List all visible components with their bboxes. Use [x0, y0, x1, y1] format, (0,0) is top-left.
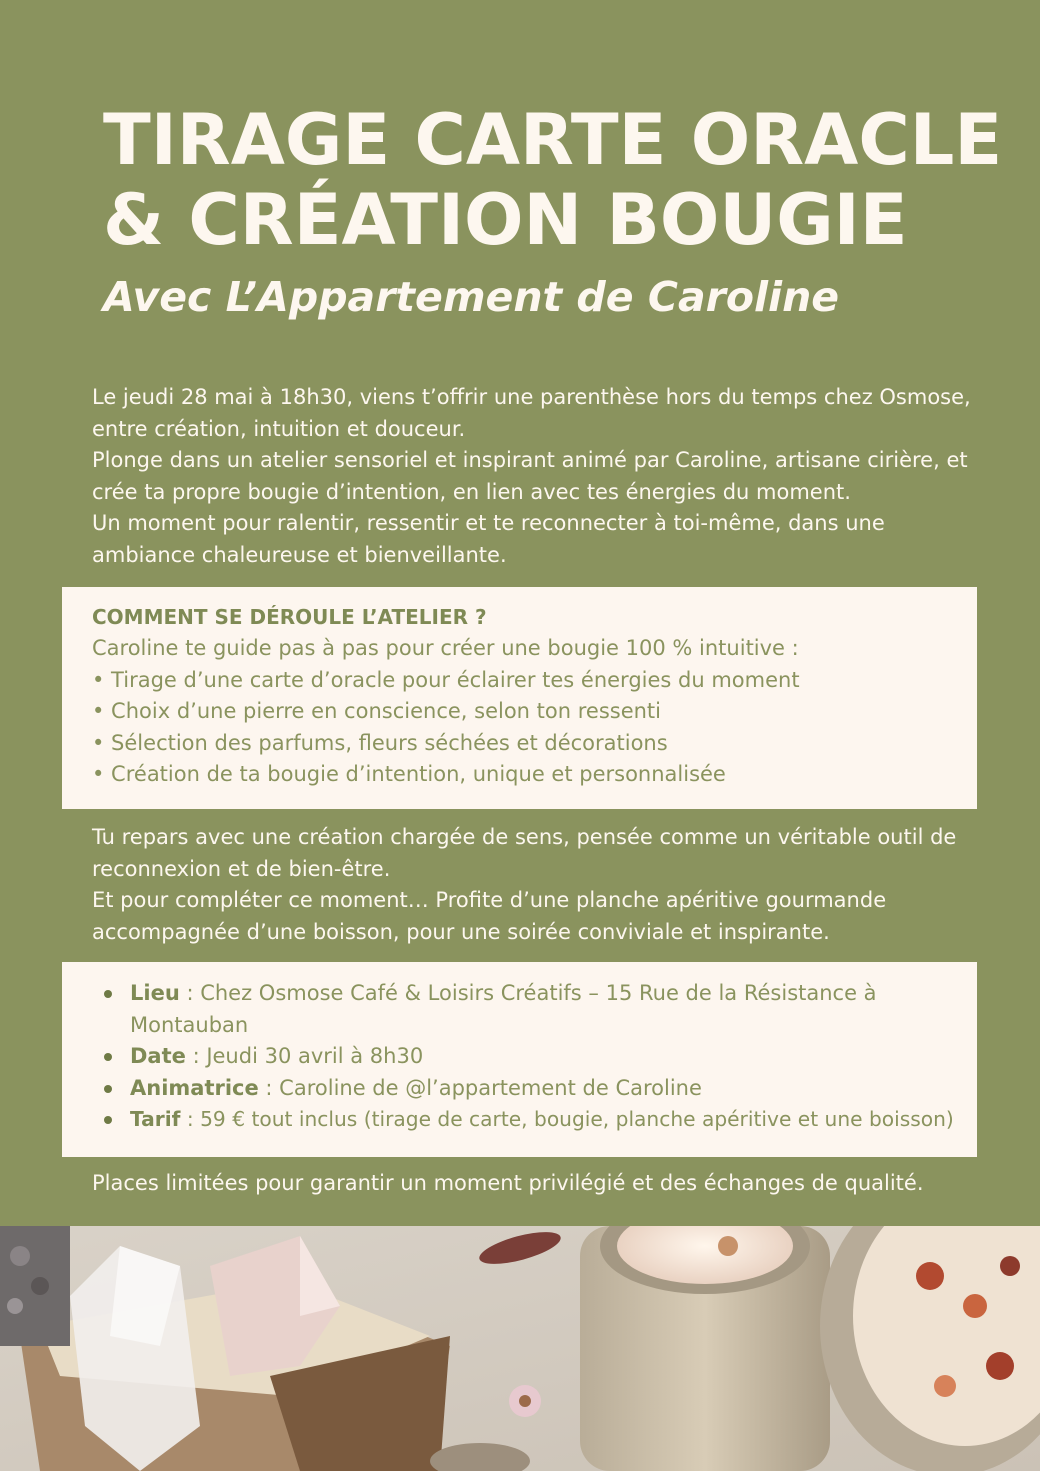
atelier-step: • Sélection des parfums, fleurs séchées et décorations [92, 730, 668, 755]
atelier-heading: COMMENT SE DÉROULE L’ATELIER ? [92, 605, 487, 629]
detail-value: : Jeudi 30 avril à 8h30 [185, 1044, 424, 1068]
detail-item-lieu [62, 978, 977, 1041]
photo-illustration [0, 1226, 1040, 1471]
intro-text [92, 382, 992, 571]
details-list [62, 978, 977, 1136]
detail-key: Tarif [130, 1107, 181, 1131]
candles-crystals-photo [0, 1226, 1040, 1471]
bullet-icon [104, 990, 112, 998]
detail-value: : Caroline de @l’appartement de Caroline [258, 1075, 702, 1100]
detail-item-animatrice [62, 1073, 977, 1105]
detail-key: Date [130, 1044, 186, 1068]
bullet-icon [104, 1085, 112, 1093]
bullet-icon [104, 1053, 112, 1061]
after-paragraph: Tu repars avec une création chargée de sens, pensée comme un véritable outil de reconnexion et de bien-être. [92, 825, 957, 881]
closing-text: Places limitées pour garantir un moment privilégié et des échanges de qualité. [92, 1171, 924, 1195]
atelier-step: • Choix d’une pierre en conscience, selon ton ressenti [92, 699, 661, 723]
detail-value: : 59 € tout inclus (tirage de carte, bougie, planche apéritive et une boisson) [180, 1107, 954, 1131]
after-text [92, 822, 992, 948]
title-line-1: TIRAGE CARTE ORACLE [103, 99, 1003, 181]
detail-key: Lieu [130, 981, 180, 1005]
detail-key: Animatrice [130, 1075, 259, 1100]
detail-item-tarif [62, 1104, 977, 1136]
after-paragraph: Et pour compléter ce moment… Profite d’une planche apéritive gourmande accompagnée d’une boisson, pour une soirée conviviale et inspirante. [92, 888, 887, 944]
atelier-box [62, 587, 977, 809]
atelier-intro: Caroline te guide pas à pas pour créer une bougie 100 % intuitive : [92, 636, 799, 660]
page-subtitle: Avec L’Appartement de Caroline [103, 273, 840, 321]
page-title [103, 100, 1033, 260]
detail-item-date [62, 1041, 977, 1073]
bullet-icon [104, 1116, 112, 1124]
details-box [62, 962, 977, 1157]
intro-paragraph: Un moment pour ralentir, ressentir et te reconnecter à toi-même, dans une ambiance chaleureuse et bienveillante. [92, 511, 885, 567]
intro-paragraph: Plonge dans un atelier sensoriel et inspirant animé par Caroline, artisane cirière, et crée ta propre bougie d’intention, en lien avec tes énergies du moment. [92, 448, 968, 504]
atelier-step: • Tirage d’une carte d’oracle pour éclairer tes énergies du moment [92, 667, 800, 692]
atelier-step: • Création de ta bougie d’intention, unique et personnalisée [92, 762, 726, 786]
intro-paragraph: Le jeudi 28 mai à 18h30, viens t’offrir une parenthèse hors du temps chez Osmose, entre création, intuition et douceur. [92, 385, 971, 441]
detail-value: : Chez Osmose Café & Loisirs Créatifs – 15 Rue de la Résistance à Montauban [130, 981, 877, 1037]
title-line-2: & CRÉATION BOUGIE [103, 179, 908, 261]
